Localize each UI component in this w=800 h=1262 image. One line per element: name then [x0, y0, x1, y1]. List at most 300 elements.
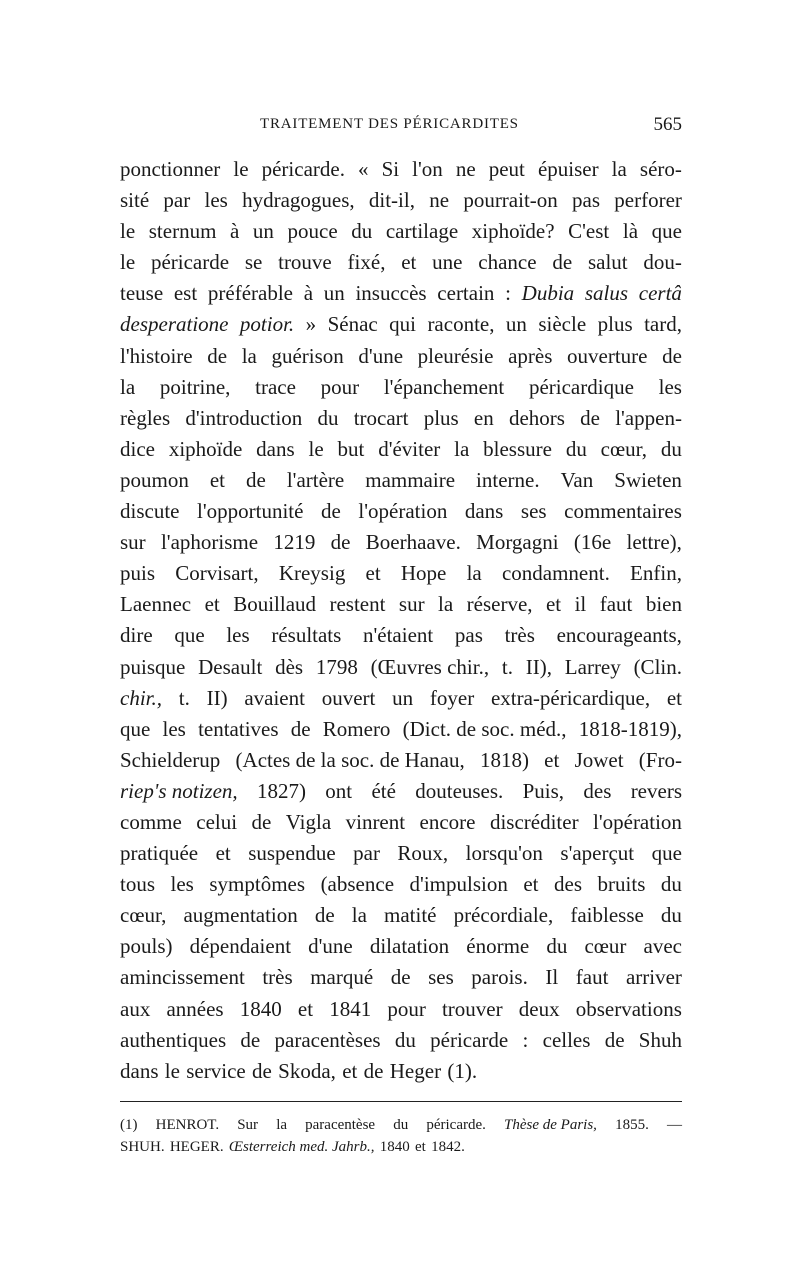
word: et	[215, 841, 231, 866]
word: potior.	[239, 312, 295, 337]
word: dans	[256, 436, 295, 461]
word: de	[363, 1058, 384, 1083]
word: pour	[320, 374, 360, 399]
word: la	[120, 374, 136, 399]
word: tous	[120, 872, 156, 897]
text-line	[120, 403, 682, 434]
word: condamnent.	[501, 561, 610, 586]
word: Desault	[198, 654, 263, 679]
word: (Œuvres chir.,	[370, 654, 490, 679]
word: augmentation	[183, 903, 298, 928]
word: 1840	[239, 996, 282, 1021]
word: (Fro-	[638, 747, 682, 772]
word: une	[432, 250, 463, 275]
text-line	[120, 278, 682, 309]
word: 1798	[315, 654, 358, 679]
text-line	[120, 838, 682, 869]
word: du	[351, 219, 373, 244]
word: celles	[542, 1027, 591, 1052]
word: de	[552, 250, 573, 275]
word: cartilage	[385, 219, 459, 244]
word: un	[392, 685, 414, 710]
word: cœur	[584, 934, 627, 959]
word: dit-il,	[368, 188, 415, 213]
word: après	[508, 343, 553, 368]
word: revers	[630, 778, 682, 803]
word: encourageants,	[556, 623, 682, 648]
word: se	[244, 250, 263, 275]
word: règles	[120, 405, 171, 430]
word: poitrine,	[159, 374, 231, 399]
word: pouce	[287, 219, 338, 244]
word: la	[351, 903, 367, 928]
word: parois.	[471, 965, 528, 990]
word: de	[580, 405, 600, 430]
word: un	[252, 219, 274, 244]
word: peut	[488, 157, 525, 181]
word: est	[173, 281, 198, 306]
word: dilatation	[369, 934, 450, 959]
word: (Actes de la soc. de Hanau,	[235, 747, 465, 772]
word: 1219	[273, 530, 316, 555]
word: de	[240, 1027, 261, 1052]
word: chance	[478, 250, 537, 275]
word: il	[574, 592, 587, 617]
footnote-word: SHUH.	[120, 1138, 165, 1155]
word: la	[466, 561, 482, 586]
word: pourrait-on	[463, 188, 558, 213]
word: douteuses.	[415, 778, 504, 803]
word: la	[611, 157, 627, 181]
page-number: 565	[653, 114, 682, 135]
text-line	[120, 962, 682, 993]
word: paracentèses	[274, 1027, 381, 1052]
word: blessure	[483, 436, 552, 461]
word: encore	[419, 809, 476, 834]
footnote-line	[120, 1114, 682, 1136]
word: de	[290, 716, 311, 741]
word: :	[505, 281, 511, 306]
word: trouver	[441, 996, 503, 1021]
footnote-word: —	[666, 1116, 682, 1133]
word: faiblesse	[570, 903, 644, 928]
word: trocart	[353, 405, 409, 430]
word: péricardique	[528, 374, 634, 399]
word: de	[330, 530, 351, 555]
text-line	[120, 216, 682, 247]
word: de	[390, 965, 411, 990]
word: »	[305, 312, 317, 337]
word: que	[651, 219, 682, 244]
word: la	[454, 436, 470, 461]
word: Schielderup	[120, 747, 221, 772]
text-line	[120, 931, 682, 962]
footnote-word: 1855.	[615, 1116, 649, 1133]
word: et	[523, 872, 539, 897]
word: Hope	[400, 561, 447, 586]
footnote	[120, 1114, 682, 1158]
word: d'impulsion	[409, 872, 508, 897]
word: dans	[464, 499, 504, 524]
word: l'appen-	[615, 405, 682, 430]
word: la	[438, 592, 454, 617]
word: ouverture	[567, 343, 648, 368]
word: 1818)	[479, 747, 529, 772]
word: cœur,	[600, 436, 648, 461]
word: Il	[545, 965, 559, 990]
text-line	[120, 776, 682, 807]
text-line	[120, 1056, 682, 1087]
word: Jowet	[574, 747, 624, 772]
word: raconte,	[427, 312, 495, 337]
word: du	[565, 436, 587, 461]
word: salus	[584, 281, 629, 306]
word: aux	[120, 996, 151, 1021]
word: discréditer	[489, 809, 579, 834]
word: certain	[437, 281, 495, 306]
footnote-word: 1840	[379, 1138, 410, 1155]
word: Sénac	[327, 312, 378, 337]
word: le	[164, 1058, 180, 1083]
word: tentatives	[198, 716, 279, 741]
text-line	[120, 994, 682, 1025]
word: Roux,	[397, 841, 449, 866]
word: là	[622, 219, 639, 244]
text-line	[120, 620, 682, 651]
word: :	[522, 1027, 529, 1052]
word: et	[401, 250, 417, 275]
word: lorsqu'on	[465, 841, 543, 866]
word: pas	[454, 623, 483, 648]
footnote-word: la	[276, 1116, 288, 1133]
word: les	[658, 374, 682, 399]
word: de	[604, 1027, 625, 1052]
footnote-word: 1842.	[431, 1138, 465, 1155]
word: sur	[120, 530, 146, 555]
text-line	[120, 745, 682, 776]
footnote-word: HEGER.	[169, 1138, 224, 1155]
text-line	[120, 341, 682, 372]
word: (Dict. de soc. méd.,	[402, 716, 567, 741]
word: pleurésie	[417, 343, 494, 368]
text-line	[120, 714, 682, 745]
word: comme	[120, 809, 182, 834]
word: hydragogues,	[242, 188, 355, 213]
footnote-word: paracentèse	[305, 1116, 376, 1133]
word: dou-	[643, 250, 682, 275]
word: la	[241, 343, 257, 368]
word: que	[174, 623, 205, 648]
text-line	[120, 683, 682, 714]
word: les	[204, 188, 228, 213]
word: Heger	[389, 1058, 442, 1083]
word: du	[660, 903, 682, 928]
word: l'opportunité	[197, 499, 304, 524]
word: le	[308, 436, 324, 461]
text-line	[120, 247, 682, 278]
footnote-word: Thèse de Paris,	[504, 1116, 597, 1133]
word: de	[246, 467, 266, 492]
word: s'aperçut	[560, 841, 635, 866]
footnote-word: du	[393, 1116, 409, 1133]
word: les	[170, 872, 194, 897]
word: dépendaient	[189, 934, 292, 959]
word: matité	[384, 903, 437, 928]
word: un	[323, 281, 345, 306]
word: d'une	[308, 934, 353, 959]
word: lettre),	[626, 530, 682, 555]
word: perforer	[614, 188, 682, 213]
word: et	[297, 996, 314, 1021]
footnote-word: péricarde.	[426, 1116, 486, 1133]
word: préférable	[207, 281, 293, 306]
word: II),	[525, 654, 552, 679]
word: puis	[120, 561, 156, 586]
word: service	[186, 1058, 246, 1083]
word: et	[209, 467, 225, 492]
word: pour	[387, 996, 426, 1021]
word: t.	[178, 685, 190, 710]
word: (1).	[447, 1058, 478, 1083]
text-line	[120, 496, 682, 527]
word: extra-péricardique,	[490, 685, 651, 710]
word: marqué	[310, 965, 374, 990]
word: discute	[120, 499, 180, 524]
word: l'aphorisme	[160, 530, 259, 555]
word: Shuh	[638, 1027, 682, 1052]
word: de	[314, 903, 335, 928]
word: desperatione	[120, 312, 229, 337]
word: 1841	[329, 996, 372, 1021]
word: authentiques	[120, 1027, 227, 1052]
footnote-word: HENROT.	[155, 1116, 220, 1133]
text-line	[120, 309, 682, 340]
word: avec	[643, 934, 682, 959]
book-page	[120, 112, 682, 1158]
word: ne	[429, 188, 450, 213]
word: séro-	[639, 157, 682, 181]
word: (16e	[573, 530, 612, 555]
word: très	[262, 965, 293, 990]
word: énorme	[466, 934, 530, 959]
word: le	[120, 250, 136, 275]
word: Kreysig	[278, 561, 346, 586]
text-line	[120, 465, 682, 496]
footnote-word: (1)	[120, 1116, 138, 1133]
word: des	[554, 872, 583, 897]
word: II)	[206, 685, 228, 710]
word: suspendue	[248, 841, 336, 866]
word: et	[544, 747, 560, 772]
word: dice	[120, 436, 155, 461]
word: mammaire	[365, 467, 456, 492]
word: Larrey	[564, 654, 621, 679]
word: le	[233, 157, 249, 181]
word: par	[163, 188, 191, 213]
word: fixé,	[347, 250, 386, 275]
word: celui	[196, 809, 238, 834]
word: t.	[501, 654, 513, 679]
word: l'artère	[286, 467, 345, 492]
word: avaient	[244, 685, 305, 710]
word: xiphoïde	[168, 436, 243, 461]
word: le	[120, 219, 136, 244]
word: que	[651, 841, 682, 866]
word: du	[394, 1027, 416, 1052]
word: siècle	[538, 312, 587, 337]
word: épuiser	[537, 157, 599, 181]
word: Swieten	[614, 467, 682, 492]
word: Romero	[322, 716, 391, 741]
word: Boerhaave.	[365, 530, 461, 555]
word: plus	[423, 405, 459, 430]
word: sité	[120, 188, 150, 213]
word: péricarde	[150, 250, 230, 275]
word: insuccès	[355, 281, 427, 306]
word: de	[252, 1058, 272, 1083]
page-header	[120, 112, 682, 142]
text-line	[120, 558, 682, 589]
word: ont	[325, 778, 353, 803]
word: d'introduction	[185, 405, 303, 430]
word: Puis,	[522, 778, 565, 803]
word: 1818-1819),	[578, 716, 682, 741]
word: faut	[575, 965, 609, 990]
word: C'est	[568, 219, 610, 244]
word: l'on	[412, 157, 443, 181]
body-text	[120, 154, 682, 1087]
word: ses	[520, 499, 547, 524]
word: foyer	[429, 685, 475, 710]
word: résultats	[271, 623, 342, 648]
word: péricarde.	[261, 157, 345, 181]
word: deux	[518, 996, 560, 1021]
word: et	[365, 561, 381, 586]
word: de	[251, 809, 272, 834]
text-line	[120, 434, 682, 465]
word: Dubia	[521, 281, 575, 306]
word: en	[473, 405, 494, 430]
word: 1827)	[256, 778, 306, 803]
word: faut	[599, 592, 633, 617]
text-line	[120, 869, 682, 900]
word: sternum	[148, 219, 217, 244]
word: amincissement	[120, 965, 245, 990]
word: teuse	[120, 281, 164, 306]
word: Vigla	[285, 809, 332, 834]
word: Laennec	[120, 592, 192, 617]
word: de	[321, 499, 341, 524]
footnote-word: et	[415, 1138, 426, 1155]
word: chir.,	[120, 685, 162, 710]
word: n'étaient	[362, 623, 434, 648]
footnote-word: Œsterreich med. Jahrb.,	[228, 1138, 375, 1155]
word: (Clin.	[633, 654, 682, 679]
word: certâ	[638, 281, 682, 306]
word: Skoda,	[278, 1058, 336, 1083]
word: tard,	[644, 312, 682, 337]
word: années	[166, 996, 224, 1021]
footnote-line	[120, 1136, 682, 1158]
word: qui	[389, 312, 416, 337]
word: vinrent	[345, 809, 406, 834]
word: par	[353, 841, 380, 866]
word: pouls)	[120, 934, 173, 959]
word: cœur,	[120, 903, 167, 928]
text-line	[120, 1025, 682, 1056]
word: réserve,	[466, 592, 533, 617]
word: ne	[455, 157, 476, 181]
running-title: TRAITEMENT DES PÉRICARDITES	[260, 116, 519, 132]
word: l'histoire	[120, 343, 193, 368]
word: des	[583, 778, 612, 803]
word: les	[162, 716, 186, 741]
word: et	[545, 592, 562, 617]
word: but	[337, 436, 365, 461]
word: et	[342, 1058, 358, 1083]
footnote-word: Sur	[237, 1116, 259, 1133]
word: arriver	[625, 965, 682, 990]
text-line	[120, 372, 682, 403]
word: dès	[275, 654, 304, 679]
word: l'opération	[593, 809, 682, 834]
word: Van	[560, 467, 594, 492]
word: Si	[381, 157, 400, 181]
word: dehors	[508, 405, 565, 430]
word: d'une	[358, 343, 404, 368]
text-line	[120, 185, 682, 216]
word: bien	[645, 592, 682, 617]
text-line	[120, 527, 682, 558]
text-line	[120, 807, 682, 838]
word: ouvert	[321, 685, 376, 710]
word: l'opération	[358, 499, 448, 524]
word: Bouillaud	[233, 592, 317, 617]
word: à	[303, 281, 314, 306]
word: riep's notizen,	[120, 778, 238, 803]
word: guérison	[271, 343, 344, 368]
word: bruits	[597, 872, 646, 897]
word: symptômes	[209, 872, 306, 897]
word: dans	[120, 1058, 159, 1083]
word: ses	[428, 965, 454, 990]
word: du	[660, 872, 682, 897]
word: sur	[398, 592, 425, 617]
word: que	[120, 716, 151, 741]
word: pratiquée	[120, 841, 199, 866]
text-line	[120, 589, 682, 620]
word: commentaires	[564, 499, 682, 524]
word: et	[666, 685, 682, 710]
word: d'éviter	[378, 436, 441, 461]
word: très	[504, 623, 535, 648]
word: observations	[575, 996, 682, 1021]
word: un	[505, 312, 527, 337]
word: été	[371, 778, 396, 803]
word: (absence	[320, 872, 395, 897]
word: les	[226, 623, 250, 648]
word: de	[662, 343, 682, 368]
word: xiphoïde?	[471, 219, 555, 244]
word: «	[358, 157, 369, 181]
word: précordiale,	[453, 903, 554, 928]
word: restent	[329, 592, 386, 617]
footnote-rule	[120, 1101, 682, 1102]
word: et	[204, 592, 220, 617]
word: trace	[255, 374, 296, 399]
text-line	[120, 154, 682, 185]
word: du	[660, 436, 682, 461]
